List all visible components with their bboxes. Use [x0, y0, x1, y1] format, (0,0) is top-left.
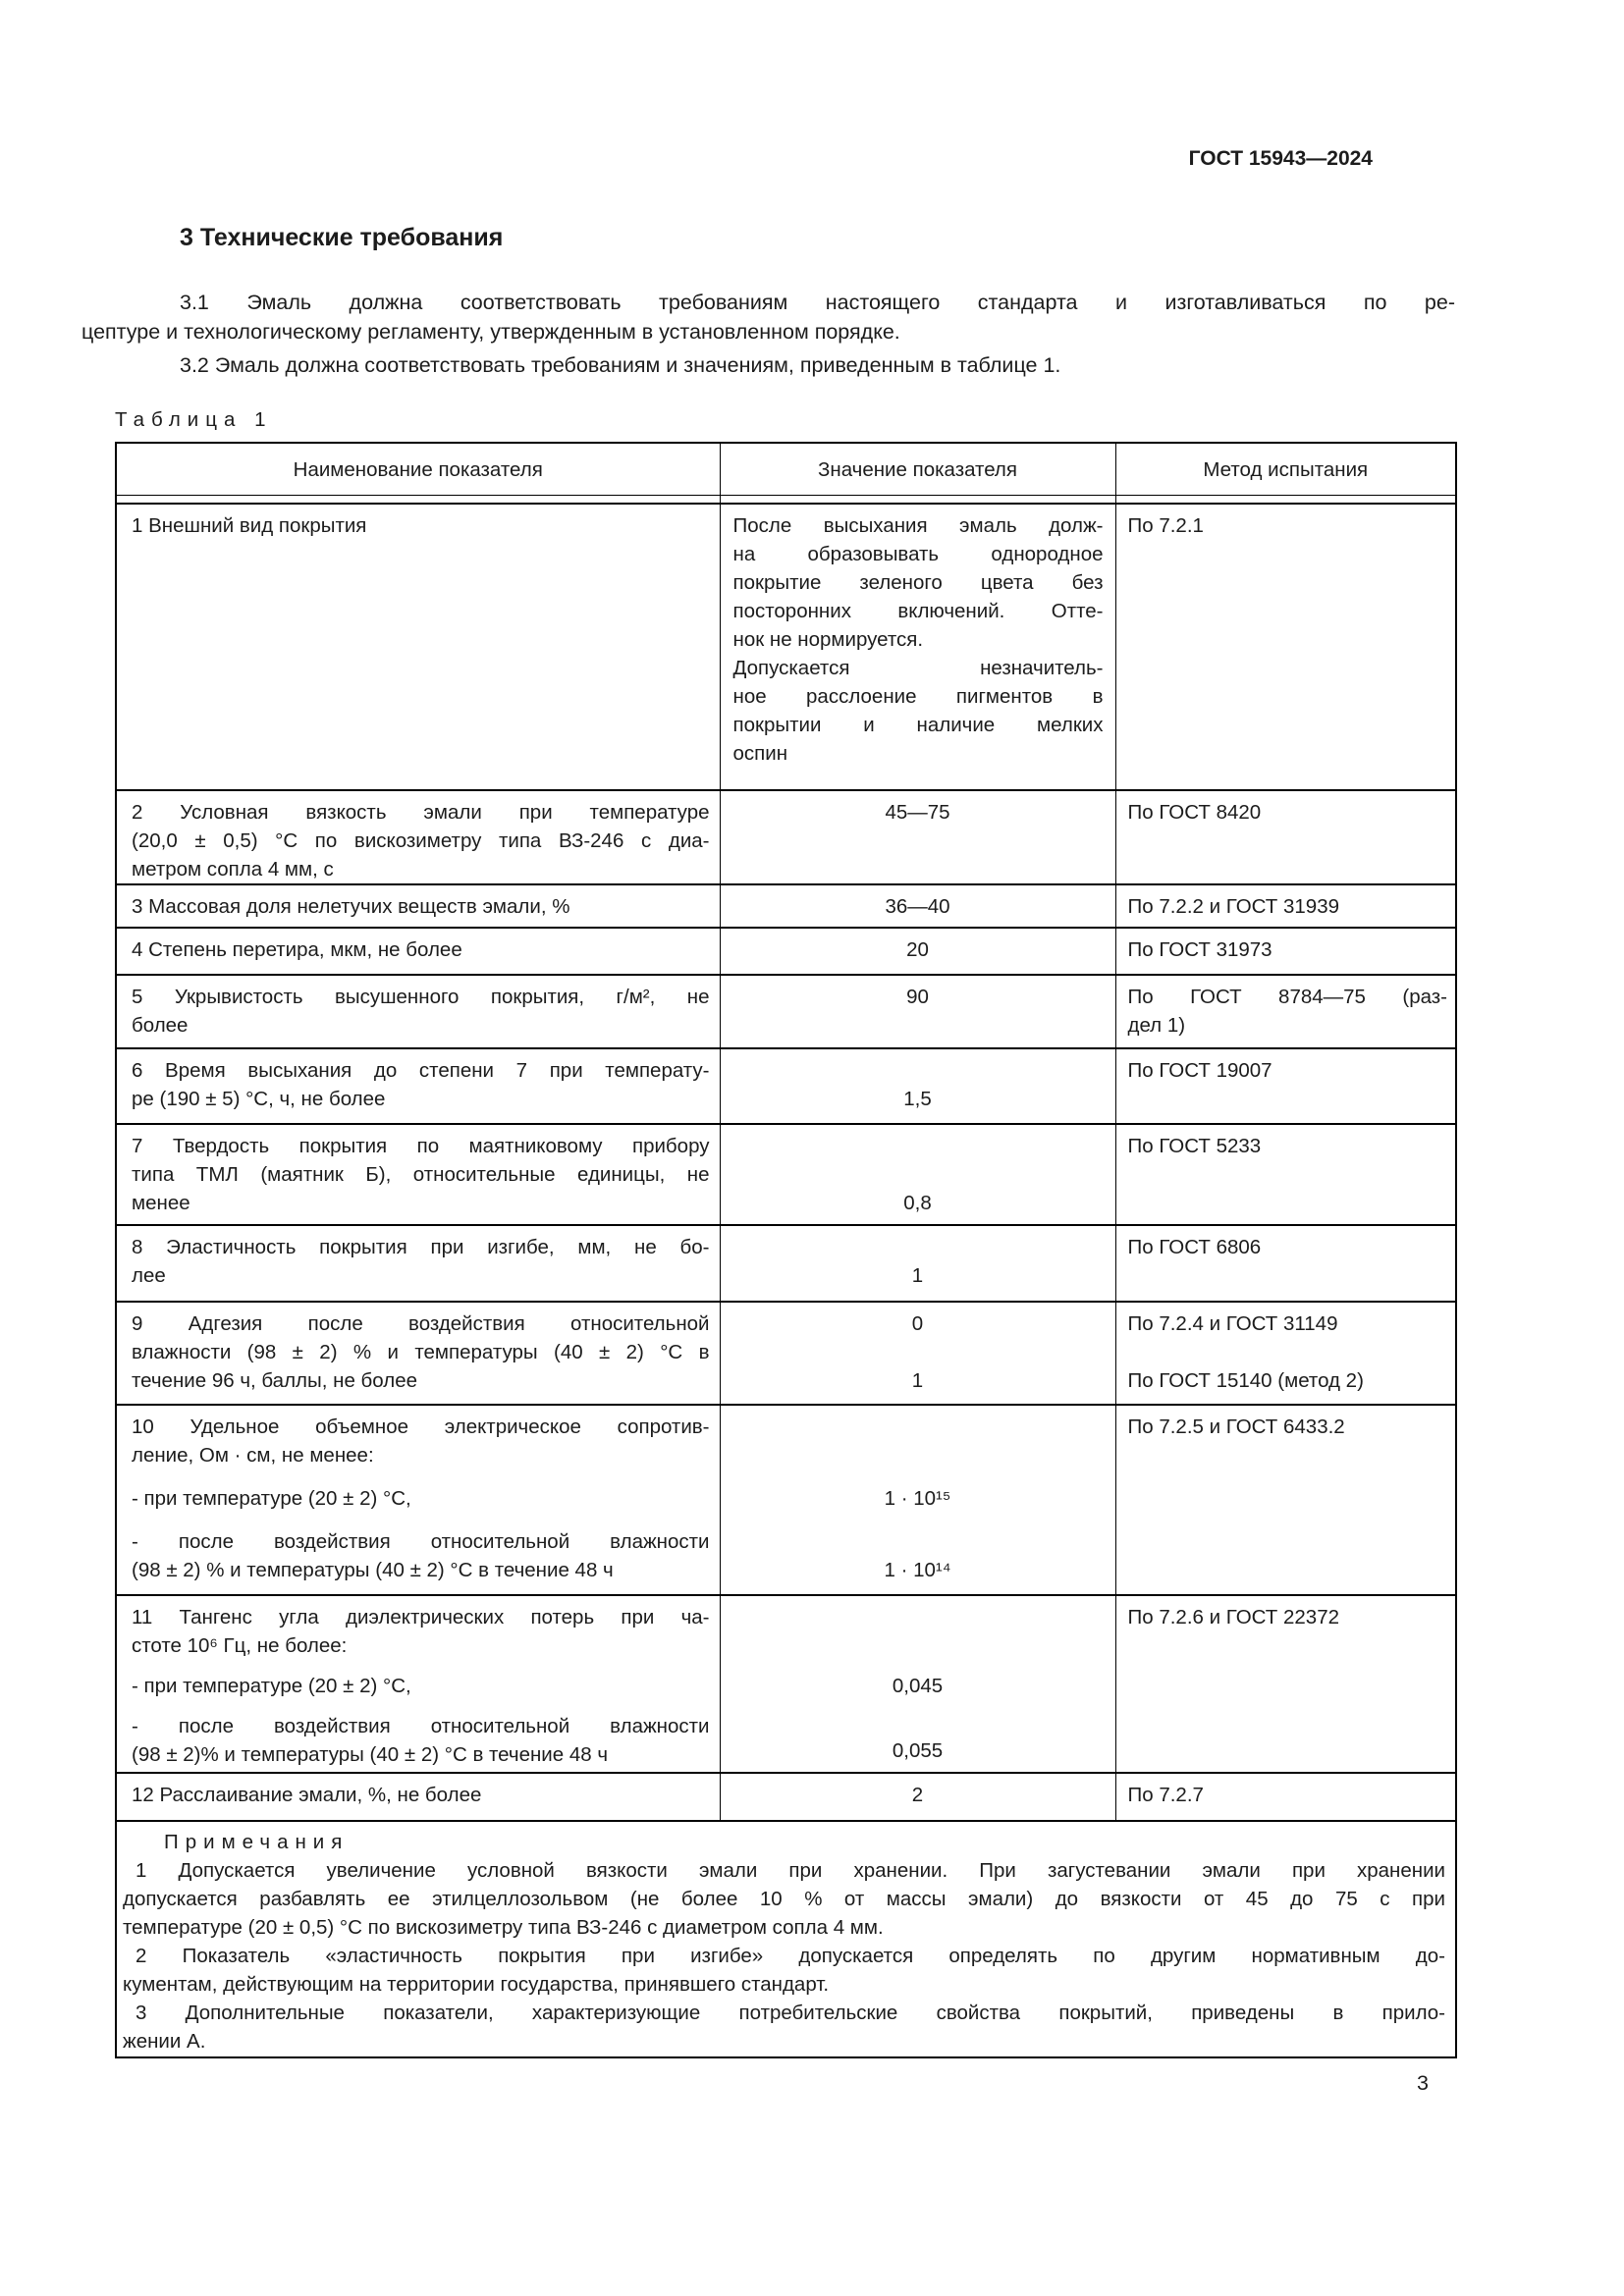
row-name: 4 Степень перетира, мкм, не более — [132, 937, 462, 961]
row-name: 6 Время высыхания до степени 7 при температу- ре (190 ± 5) °С, ч, не более — [132, 1058, 710, 1110]
row-name: - после воздействия относительной влажности (98 ± 2)% и температуры (40 ± 2) °С в течение 48 ч — [132, 1714, 710, 1766]
row-method: По ГОСТ 6806 — [1127, 1235, 1262, 1258]
row-name: - при температуре (20 ± 2) °С, — [132, 1486, 411, 1510]
table-row — [116, 790, 1456, 884]
row-method: По 7.2.5 и ГОСТ 6433.2 — [1127, 1415, 1345, 1438]
row-value: Допускается незначитель- ное расслоение пигментов в покрытии и наличие мелких оспин — [732, 656, 1104, 765]
row-name: 10 Удельное объемное электрическое сопротив- ление, Ом · см, не менее: — [132, 1415, 710, 1467]
table-row — [116, 1773, 1456, 1821]
table-row — [116, 975, 1456, 1048]
row-name: 11 Тангенс угла диэлектрических потерь при ча- стоте 10⁶ Гц, не более: — [132, 1605, 710, 1657]
row-method: По 7.2.2 и ГОСТ 31939 — [1127, 894, 1340, 918]
page-number: 3 — [1417, 2071, 1429, 2095]
row-method: По 7.2.7 — [1127, 1783, 1204, 1806]
header-value-column: Значение показателя — [720, 443, 1115, 496]
header-name-column: Наименование показателя — [116, 443, 720, 496]
note-item: 3 Дополнительные показатели, характеризующие потребительские свойства покрытий, приведены в прило- жении А. — [123, 2001, 1445, 2053]
table-row — [116, 1225, 1456, 1302]
row-method: По ГОСТ 15140 (метод 2) — [1127, 1368, 1364, 1392]
row-method: По 7.2.6 и ГОСТ 22372 — [1127, 1605, 1340, 1629]
row-method: По ГОСТ 5233 — [1127, 1134, 1262, 1157]
row-value: 1,5 — [903, 1087, 932, 1110]
row-method: По 7.2.4 и ГОСТ 31149 — [1127, 1311, 1338, 1335]
notes-label: Примечания — [164, 1830, 350, 1853]
table-row — [116, 884, 1456, 928]
row-value: 1 — [911, 1263, 924, 1287]
table-row — [116, 928, 1456, 975]
note-item: 2 Показатель «эластичность покрытия при изгибе» допускается определять по другим нормативным до- кументам, действующим на территории государства, принявшего стандарт. — [123, 1944, 1445, 1996]
row-name: - при температуре (20 ± 2) °С, — [132, 1674, 411, 1697]
row-value: 0,8 — [903, 1191, 932, 1214]
row-name: 7 Твердость покрытия по маятниковому прибору типа ТМЛ (маятник Б), относительные единицы, не менее — [132, 1134, 710, 1214]
header-method-column: Метод испытания — [1115, 443, 1456, 496]
row-name: - после воздействия относительной влажности (98 ± 2) % и температуры (40 ± 2) °С в течение 48 ч — [132, 1529, 710, 1581]
row-name: 5 Укрывистость высушенного покрытия, г/м², не более — [132, 985, 710, 1037]
doc-code: ГОСТ 15943—2024 — [1188, 147, 1373, 170]
row-name: 12 Расслаивание эмали, %, не более — [132, 1783, 482, 1806]
header-double-rule-gap — [116, 496, 1456, 504]
row-name: 9 Адгезия после воздействия относительной влажности (98 ± 2) % и температуры (40 ± 2) °С в течение 96 ч, баллы, не более — [132, 1311, 710, 1392]
row-value: 45—75 — [885, 800, 950, 824]
row-value: 2 — [911, 1783, 924, 1806]
table-row — [116, 1595, 1456, 1773]
row-value: 20 — [906, 937, 929, 961]
row-method: По ГОСТ 8420 — [1127, 800, 1262, 824]
table-header-row — [116, 443, 1456, 496]
row-method: По ГОСТ 19007 — [1127, 1058, 1272, 1082]
row-value: 0 1 — [911, 1311, 924, 1392]
row-value: После высыхания эмаль долж- на образовывать однородное покрытие зеленого цвета без посторонних включений. Отте- нок не нормируется. — [732, 513, 1104, 651]
table-row — [116, 1124, 1456, 1225]
requirements-table — [115, 442, 1457, 2058]
row-method: По ГОСТ 8784—75 (раз- дел 1) — [1127, 985, 1447, 1037]
row-name: 8 Эластичность покрытия при изгибе, мм, не бо- лее — [132, 1235, 710, 1287]
table-label: Таблица 1 — [115, 408, 273, 431]
row-value: 0,045 0,055 — [892, 1674, 944, 1762]
row-value: 1 · 10¹⁵ 1 · 10¹⁴ — [884, 1486, 951, 1581]
section-title: 3 Технические требования — [180, 224, 504, 251]
row-value: 90 — [906, 985, 929, 1008]
row-name: 3 Массовая доля нелетучих веществ эмали, % — [132, 894, 570, 918]
table-row — [116, 504, 1456, 790]
table-notes-row — [116, 1821, 1456, 2057]
paragraph-3-2: 3.2 Эмаль должна соответствовать требованиям и значениям, приведенным в таблице 1. — [180, 353, 1061, 377]
table-row — [116, 1405, 1456, 1595]
row-name: 1 Внешний вид покрытия — [132, 513, 367, 537]
table-row — [116, 1048, 1456, 1124]
table-row — [116, 1302, 1456, 1405]
row-value: 36—40 — [885, 894, 950, 918]
row-name: 2 Условная вязкость эмали при температуре (20,0 ± 0,5) °С по вискозиметру типа ВЗ-246 с диа- метром сопла 4 мм, с — [132, 800, 710, 881]
note-item: 1 Допускается увеличение условной вязкости эмали при хранении. При загустевании эмали при хранении допускается разбавлять ее этилцеллозольвом (не более 10 % от массы эмали) до вязкости от 45 до 75 с при температуре (20 ± 0,5) °С по вискозиметру типа ВЗ-246 с диаметром сопла 4 мм. — [123, 1858, 1445, 1939]
paragraph-3-1: 3.1 Эмаль должна соответствовать требованиям настоящего стандарта и изготавливаться по ре- цептуре и технологическому регламенту, утвержденным в установленном порядке. — [81, 291, 1455, 344]
row-method: По 7.2.1 — [1127, 513, 1204, 537]
row-method: По ГОСТ 31973 — [1127, 937, 1272, 961]
